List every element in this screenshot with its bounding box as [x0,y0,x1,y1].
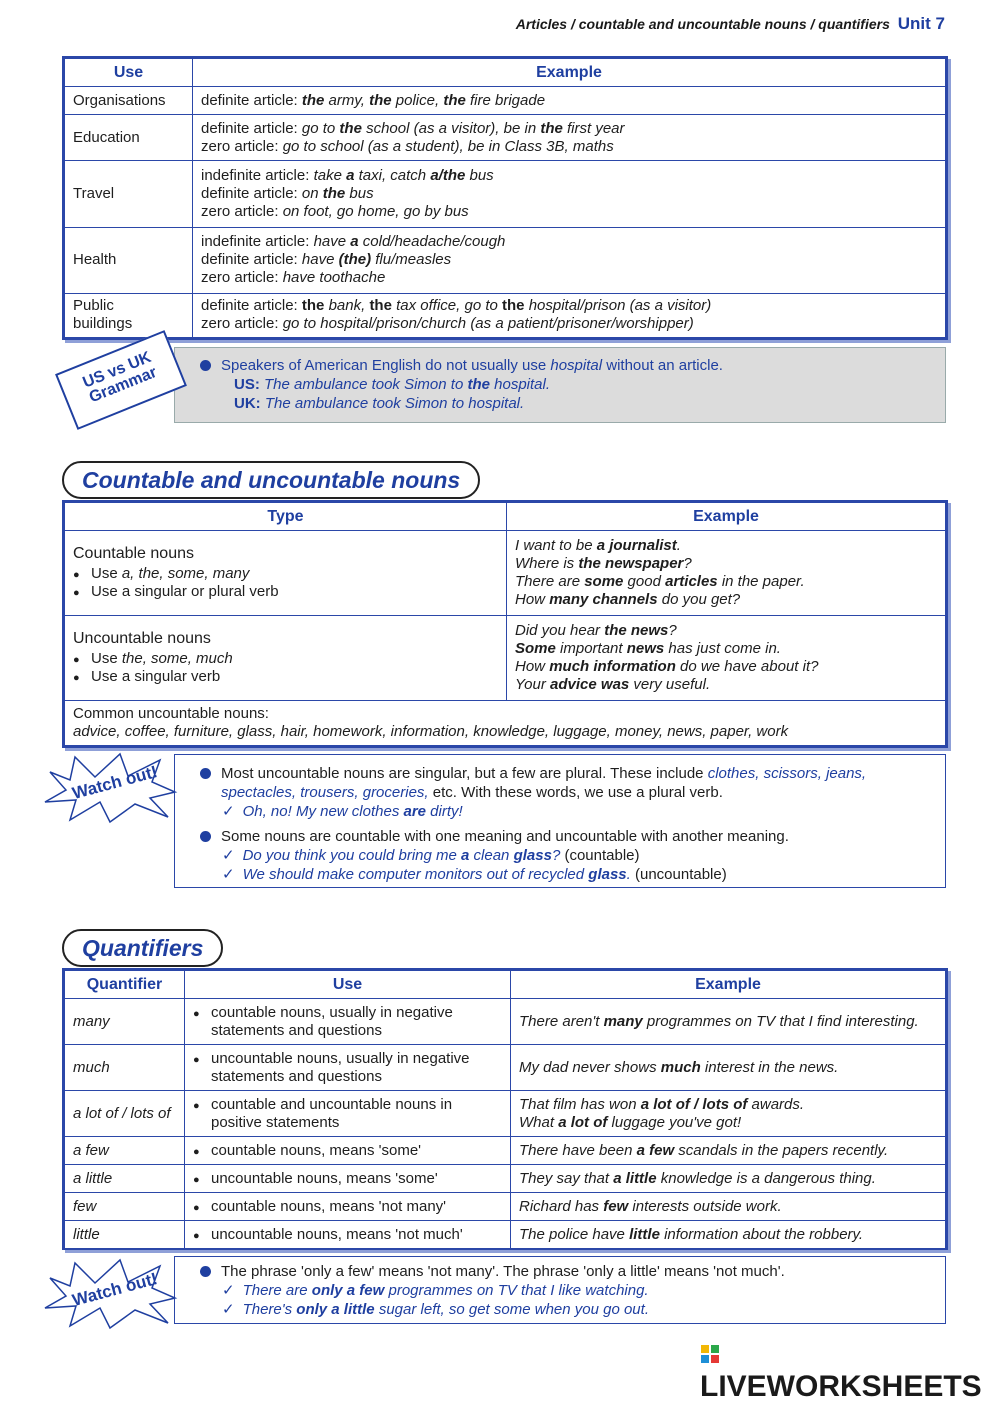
example-cell: indefinite article: take a taxi, catch a/the bus definite article: on the bus zero article: on foot, go home, go by bus [193,161,946,227]
col-header-example: Example [511,971,946,999]
use-cell: Public buildings [65,293,193,337]
check-icon: ✓ [222,1301,235,1318]
example-cell: Did you hear the news? Some important news has just come in. How much information do we have about it? Your advice was very useful. [507,616,946,701]
col-header-quantifier: Quantifier [65,971,185,999]
example-cell: definite article: the army, the police, the fire brigade [193,87,946,115]
use-cell: ● uncountable nouns, means 'not much' [185,1221,511,1249]
example-cell: definite article: go to the school (as a visitor), be in the first year zero article: go to school (as a student), be in Class 3B, maths [193,115,946,161]
check-icon: ✓ [222,803,235,820]
countable-table [62,500,948,748]
use-cell: ● uncountable nouns, usually in negative statements and questions [185,1045,511,1091]
use-cell: ● uncountable nouns, means 'some' [185,1165,511,1193]
bullet-icon [200,1266,211,1277]
quantifier-cell: a lot of / lots of [65,1091,185,1137]
type-name: Countable nouns [73,545,194,563]
example-cell: There have been a few scandals in the papers recently. [511,1137,946,1165]
use-cell: Health [65,227,193,293]
unit-label: Unit 7 [897,14,945,33]
watch-out-content-2: The phrase 'only a few' means 'not many'. The phrase 'only a little' means 'not much'. ✓ There are only a few programmes on TV that I like watching. ✓ There's only a little sugar left, so get some when you go out. [200,1262,940,1319]
section-title-countable: Countable and uncountable nouns [62,461,480,499]
col-header-example: Example [507,503,946,531]
section-title-quantifiers: Quantifiers [62,929,223,967]
bullet-icon [200,360,211,371]
quantifier-cell: much [65,1045,185,1091]
common-list: advice, coffee, furniture, glass, hair, homework, information, knowledge, luggage, money, news, paper, work [73,723,789,741]
bullet-item: ● Use a singular verb [73,668,498,686]
bullet-item: ● Use a singular or plural verb [73,583,498,601]
check-icon: ✓ [222,847,235,864]
liveworksheets-logo [700,1336,1000,1404]
example-cell: The police have little information about the robbery. [511,1221,946,1249]
example-cell: definite article: the bank, the tax office, go to the hospital/prison (as a visitor) zero article: go to hospital/prison/church (as a patient/prisoner/worshipper) [193,293,946,337]
common-label: Common uncountable nouns: [73,705,269,723]
check-icon: ✓ [222,866,235,883]
bullet-icon [200,768,211,779]
col-header-use: Use [185,971,511,999]
watch-out-2-p1: The phrase 'only a few' means 'not many'. The phrase 'only a little' means 'not much'. [221,1263,785,1280]
type-cell [65,531,507,616]
starburst-icon [40,752,180,824]
use-cell: ● countable nouns, means 'not many' [185,1193,511,1221]
bullet-item: ● Use the, some, much [73,650,498,668]
logo-text: LIVEWORKSHEETS [700,1370,982,1403]
use-cell: ● countable nouns, usually in negative statements and questions [185,999,511,1045]
us-uk-stamp: US vs UK Grammar [55,330,187,430]
use-cell: ● countable and uncountable nouns in positive statements [185,1091,511,1137]
logo-icon [700,1344,722,1364]
watch-out-stamp-2: Watch out! [70,1269,160,1310]
header-title: Articles / countable and uncountable nouns / quantifiers [515,16,890,32]
type-name: Uncountable nouns [73,630,211,648]
check-icon: ✓ [222,1282,235,1299]
quantifier-cell: a few [65,1137,185,1165]
quantifier-cell: little [65,1221,185,1249]
quantifier-cell: a little [65,1165,185,1193]
example-cell: Richard has few interests outside work. [511,1193,946,1221]
example-cell: They say that a little knowledge is a dangerous thing. [511,1165,946,1193]
use-cell: Travel [65,161,193,227]
use-cell: Education [65,115,193,161]
quantifier-cell: many [65,999,185,1045]
quantifiers-table [62,968,948,1250]
starburst-icon [40,1258,180,1330]
col-header-use: Use [65,59,193,87]
example-cell: indefinite article: have a cold/headache/cough definite article: have (the) flu/measles zero article: have toothache [193,227,946,293]
page-header [516,14,945,34]
uk-example: The ambulance took Simon to hospital. [264,395,525,412]
watch-out-content-1: Most uncountable nouns are singular, but a few are plural. These include clothes, scissors, jeans, spectacles, trousers, groceries, etc. With these words, we use a plural verb. ✓ Oh, no! My new clothes are dirty! Some nouns are countable with one meaning and uncountable with another meaning. ✓ Do you think you could bring me a clean glass? (countable) ✓ We should make computer monitors out of recycled glass. (uncountable) [200,764,940,884]
use-cell: ● countable nouns, means 'some' [185,1137,511,1165]
quantifier-cell: few [65,1193,185,1221]
bullet-icon [200,831,211,842]
watch-out-1-p2: Some nouns are countable with one meaning and uncountable with another meaning. [221,828,789,845]
col-header-type: Type [65,503,507,531]
us-label: US: [234,376,260,393]
common-uncountable-cell [65,701,946,746]
use-cell: Organisations [65,87,193,115]
watch-out-stamp-1: Watch out! [70,762,160,803]
uk-label: UK: [234,395,261,412]
type-cell [65,616,507,701]
col-header-example: Example [193,59,946,87]
us-uk-note: Speakers of American English do not usually use hospital without an article. US: The ambulance took Simon to the hospital. UK: The ambulance took Simon to hospital. [200,356,940,413]
bullet-item: ● Use a, the, some, many [73,565,498,583]
example-cell: That film has won a lot of / lots of awards. What a lot of luggage you've got! [511,1091,946,1137]
articles-table [62,56,948,340]
example-cell: My dad never shows much interest in the news. [511,1045,946,1091]
example-cell: There aren't many programmes on TV that I find interesting. [511,999,946,1045]
example-cell: I want to be a journalist. Where is the newspaper? There are some good articles in the paper. How many channels do you get? [507,531,946,616]
